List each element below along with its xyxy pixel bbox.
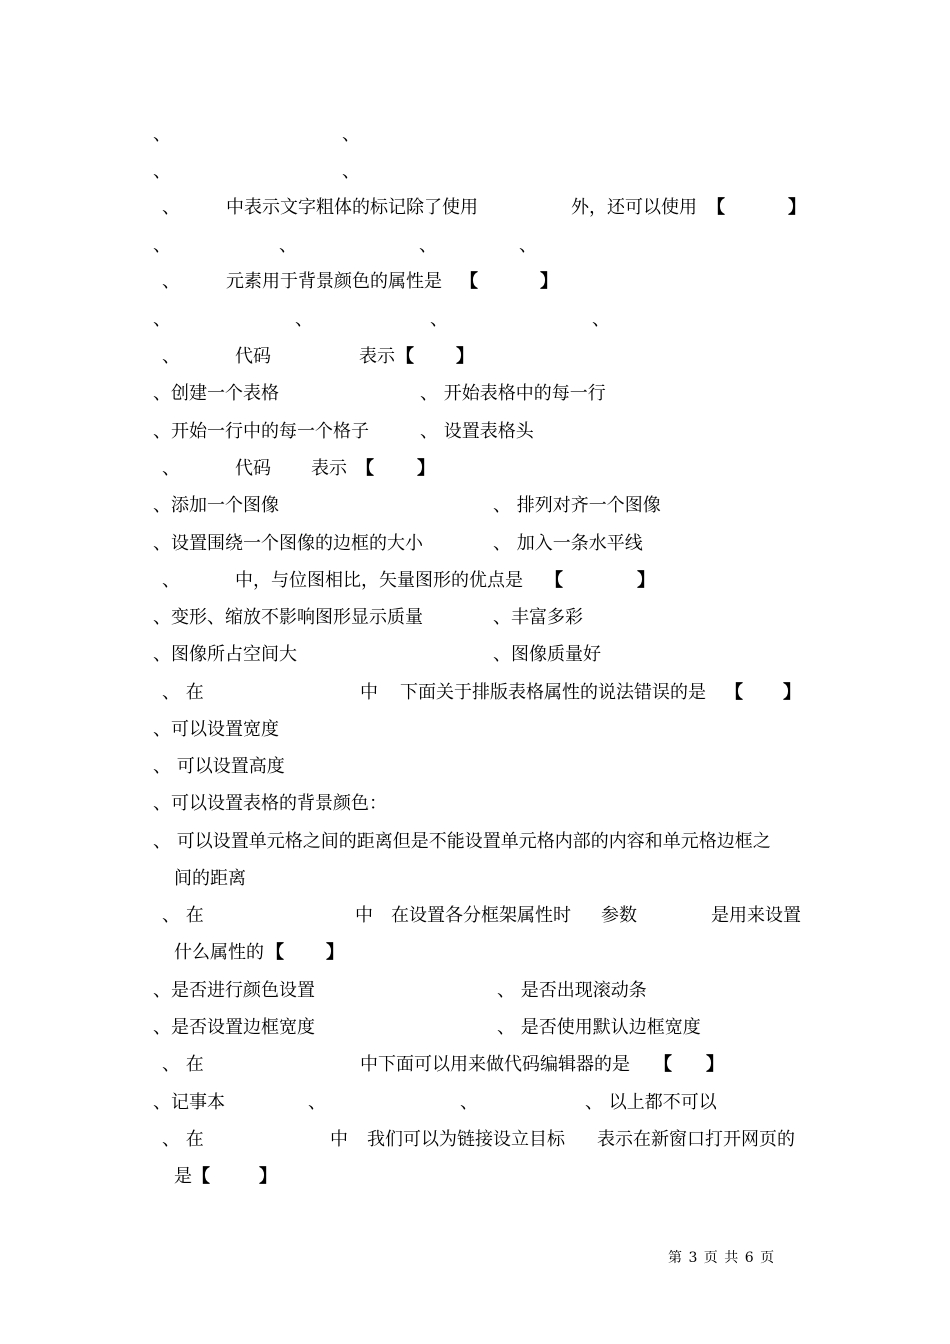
option-text: 、 设置表格头 (420, 421, 534, 442)
question-text: 、 在 (162, 905, 204, 926)
option-text: 、 可以设置单元格之间的距离但是不能设置单元格内部的内容和单元格边框之 (153, 831, 771, 852)
question-text: 下面关于排版表格属性的说法错误的是 (400, 682, 706, 703)
question-text: 中 (330, 1129, 348, 1150)
option-text: 、 排列对齐一个图像 (493, 495, 661, 516)
option-text: 、创建一个表格 (153, 383, 279, 404)
answer-bracket-open: 【 (707, 197, 725, 218)
option-text: 、 (153, 235, 171, 256)
option-text: 、 (295, 309, 313, 330)
answer-bracket-open: 【 (192, 1166, 210, 1187)
answer-bracket-close: 】 (783, 682, 801, 703)
question-text: 、 (153, 161, 171, 182)
question-text: 、 (162, 570, 180, 591)
question-text: 我们可以为链接设立目标 (367, 1129, 565, 1150)
answer-bracket-open: 【 (654, 1054, 672, 1075)
option-text: 、 是否使用默认边框宽度 (497, 1017, 701, 1038)
question-text: 表示在新窗口打开网页的 (597, 1129, 795, 1150)
question-text: 什么属性的 (174, 942, 264, 963)
question-text: 在设置各分框架属性时 (391, 905, 571, 926)
answer-bracket-open: 【 (545, 570, 563, 591)
option-text: 间的距离 (174, 868, 246, 889)
option-text: 、可以设置表格的背景颜色： (153, 793, 387, 814)
question-text: 、 (162, 197, 180, 218)
option-text: 、是否设置边框宽度 (153, 1017, 315, 1038)
question-text: 、 (162, 346, 180, 367)
option-text: 、变形、缩放不影响图形显示质量 (153, 607, 423, 628)
option-text: 、记事本 (153, 1092, 225, 1113)
option-text: 、开始一行中的每一个格子 (153, 421, 369, 442)
answer-bracket-open: 【 (396, 346, 414, 367)
question-text: 表示 (311, 458, 347, 479)
question-text: 是 (174, 1166, 192, 1187)
answer-bracket-open: 【 (266, 942, 284, 963)
question-text: 元素用于背景颜色的属性是 (226, 271, 442, 292)
answer-bracket-close: 】 (417, 458, 435, 479)
question-text: 中 (355, 905, 373, 926)
question-text: 中 (360, 682, 378, 703)
answer-bracket-close: 】 (259, 1166, 277, 1187)
answer-bracket-close: 】 (706, 1054, 724, 1075)
option-text: 、添加一个图像 (153, 495, 279, 516)
question-text: 代码 (235, 458, 271, 479)
question-text: 、 (162, 271, 180, 292)
option-text: 、图像质量好 (493, 644, 601, 665)
answer-bracket-close: 】 (456, 346, 474, 367)
question-text: 参数 (601, 905, 637, 926)
option-text: 、是否进行颜色设置 (153, 980, 315, 1001)
option-text: 、 加入一条水平线 (493, 533, 643, 554)
option-text: 、 是否出现滚动条 (497, 980, 647, 1001)
question-text: 、 (342, 124, 360, 145)
question-text: 、 (342, 161, 360, 182)
answer-bracket-close: 】 (540, 271, 558, 292)
question-text: 、 在 (162, 682, 204, 703)
option-text: 、图像所占空间大 (153, 644, 297, 665)
option-text: 、 (153, 309, 171, 330)
option-text: 、可以设置宽度 (153, 719, 279, 740)
question-text: 中表示文字粗体的标记除了使用 (226, 197, 478, 218)
option-text: 、 (419, 235, 437, 256)
page-number-footer: 第 3 页 共 6 页 (668, 1250, 776, 1266)
option-text: 、 以上都不可以 (585, 1092, 717, 1113)
option-text: 、 可以设置高度 (153, 756, 285, 777)
option-text: 、 (430, 309, 448, 330)
question-text: 中下面可以用来做代码编辑器的是 (360, 1054, 630, 1075)
option-text: 、设置围绕一个图像的边框的大小 (153, 533, 423, 554)
option-text: 、 (308, 1092, 326, 1113)
question-text: 、 (153, 124, 171, 145)
question-text: 、 (162, 458, 180, 479)
question-text: 外，还可以使用 (571, 197, 697, 218)
question-text: 中，与位图相比，矢量图形的优点是 (235, 570, 523, 591)
option-text: 、丰富多彩 (493, 607, 583, 628)
option-text: 、 开始表格中的每一行 (420, 383, 606, 404)
option-text: 、 (519, 235, 537, 256)
answer-bracket-open: 【 (460, 271, 478, 292)
answer-bracket-close: 】 (788, 197, 806, 218)
question-text: 代码 (235, 346, 271, 367)
question-text: 、 在 (162, 1129, 204, 1150)
question-text: 表示 (359, 346, 395, 367)
question-text: 是用来设置 (711, 905, 801, 926)
option-text: 、 (279, 235, 297, 256)
option-text: 、 (460, 1092, 478, 1113)
option-text: 、 (592, 309, 610, 330)
answer-bracket-close: 】 (637, 570, 655, 591)
answer-bracket-open: 【 (356, 458, 374, 479)
answer-bracket-close: 】 (326, 942, 344, 963)
question-text: 、 在 (162, 1054, 204, 1075)
answer-bracket-open: 【 (725, 682, 743, 703)
